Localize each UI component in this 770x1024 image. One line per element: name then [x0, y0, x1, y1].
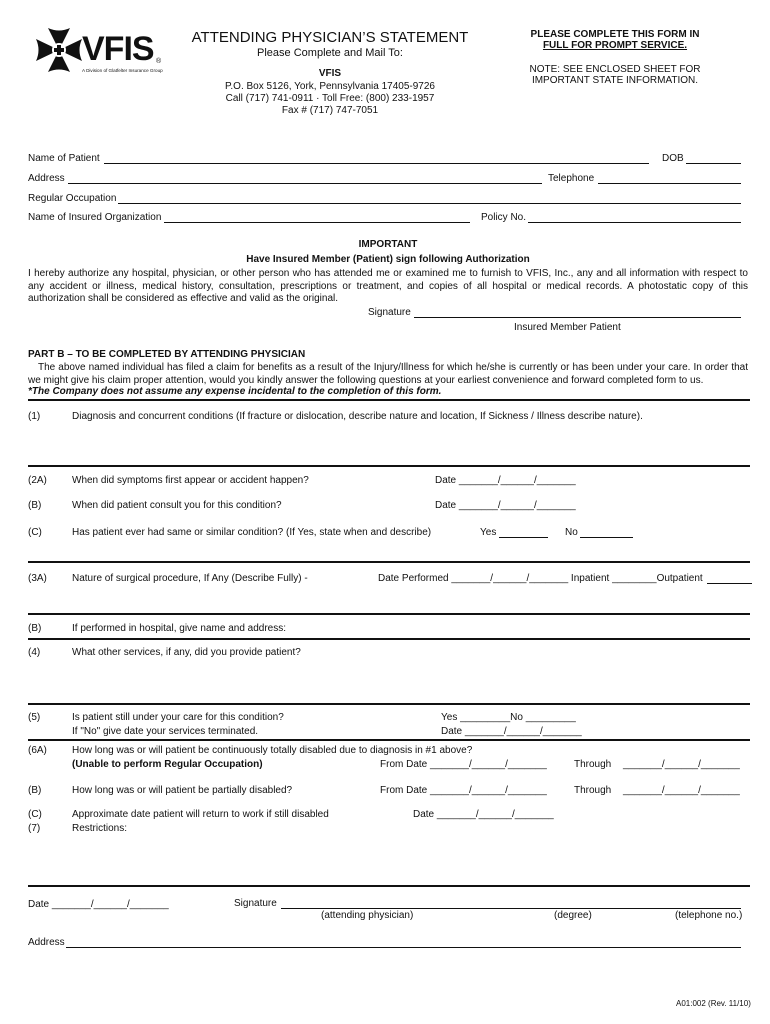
q3a-date-field[interactable]: Date Performed _______/______/_______ Inpatient ________Outpatient	[378, 573, 703, 584]
telephone-caption: (telephone no.)	[675, 910, 743, 921]
q2a-text: When did symptoms first appear or accident happen?	[72, 475, 309, 486]
q3b-number: (B)	[28, 623, 42, 634]
telephone-label: Telephone	[548, 173, 595, 184]
physician-caption: (attending physician)	[321, 910, 414, 921]
vfis-logo	[34, 24, 164, 80]
footer-address-label: Address	[28, 937, 65, 948]
q6a-text-line-2: (Unable to perform Regular Occupation)	[72, 759, 263, 770]
address-field[interactable]	[68, 183, 542, 184]
section-divider	[28, 399, 750, 401]
note-line-2: IMPORTANT STATE INFORMATION.	[531, 75, 699, 86]
q6a-text-line-1: How long was or will patient be continuously totally disabled due to diagnosis in #1 above?	[72, 745, 473, 756]
q2a-date-field[interactable]: Date _______/______/_______	[435, 475, 576, 486]
q5-yes-no-field[interactable]: Yes _________No _________	[441, 712, 576, 723]
q6c-date-field[interactable]: Date _______/______/_______	[413, 809, 554, 820]
q6b-through-date-field[interactable]: _______/______/_______	[623, 785, 740, 796]
mail-fax: Fax # (717) 747-7051	[281, 105, 379, 116]
section-divider	[28, 703, 750, 705]
q5-text-line-2: If "No" give date your services terminated.	[72, 726, 259, 737]
organization-label: Name of Insured Organization	[28, 212, 162, 223]
address-label: Address	[28, 173, 65, 184]
q6a-number: (6A)	[28, 745, 47, 756]
footer-address-field[interactable]	[66, 947, 741, 948]
q3a-number: (3A)	[28, 573, 47, 584]
authorization-signer-caption: Insured Member Patient	[514, 322, 621, 333]
form-title: ATTENDING PHYSICIAN’S STATEMENT	[191, 29, 469, 46]
section-divider	[28, 613, 750, 615]
q2c-no-field[interactable]	[580, 537, 633, 538]
q6b-text: How long was or will patient be partially disabled?	[72, 785, 293, 796]
section-divider	[28, 739, 750, 741]
q2c-no-label: No	[565, 527, 578, 538]
notice-line-1: PLEASE COMPLETE THIS FORM IN	[530, 29, 700, 40]
footer-signature-label: Signature	[234, 898, 277, 909]
q7-number: (7)	[28, 823, 41, 834]
q6a-through-label: Through	[574, 759, 612, 770]
q2b-number: (B)	[28, 500, 42, 511]
section-divider	[28, 561, 750, 563]
q2a-number: (2A)	[28, 475, 47, 486]
important-heading: IMPORTANT	[358, 239, 418, 250]
q1-number: (1)	[28, 411, 41, 422]
q5-date-field[interactable]: Date _______/______/_______	[441, 726, 582, 737]
q5-number: (5)	[28, 712, 41, 723]
q6b-number: (B)	[28, 785, 42, 796]
mail-company: VFIS	[318, 68, 342, 79]
occupation-label: Regular Occupation	[28, 193, 117, 204]
authorization-signature-field[interactable]	[414, 317, 741, 318]
logo-registered: ®	[156, 58, 162, 65]
authorization-signature-label: Signature	[368, 307, 411, 318]
mail-phones: Call (717) 741-0911 · Toll Free: (800) 233-1957	[225, 93, 435, 104]
patient-name-field[interactable]	[104, 163, 649, 164]
q4-text: What other services, if any, did you provide patient?	[72, 647, 301, 658]
section-divider	[28, 885, 750, 887]
dob-label: DOB	[662, 153, 684, 164]
policy-label: Policy No.	[481, 212, 527, 223]
part-b-disclaimer: *The Company does not assume any expense incidental to the completion of this form.	[28, 386, 442, 397]
footer-date-field[interactable]: Date _______/______/_______	[28, 899, 169, 910]
footer-signature-field[interactable]	[281, 908, 741, 909]
q6b-from-date-field[interactable]: From Date _______/______/_______	[380, 785, 547, 796]
logo-text: VFIS	[82, 30, 154, 68]
mail-address: P.O. Box 5126, York, Pennsylvania 17405-9726	[225, 81, 435, 92]
q2b-text: When did patient consult you for this condition?	[72, 500, 282, 511]
patient-name-label: Name of Patient	[28, 153, 100, 164]
q6a-from-date-field[interactable]: From Date _______/______/_______	[380, 759, 547, 770]
occupation-field[interactable]	[118, 203, 741, 204]
q6c-number: (C)	[28, 809, 42, 820]
section-divider	[28, 638, 750, 640]
form-code: A01:002 (Rev. 11/10)	[676, 999, 751, 1008]
note-line-1: NOTE: SEE ENCLOSED SHEET FOR	[529, 64, 701, 75]
q2c-number: (C)	[28, 527, 42, 538]
q3a-outpatient-field[interactable]	[707, 583, 752, 584]
dob-field[interactable]	[686, 163, 741, 164]
q6a-through-date-field[interactable]: _______/______/_______	[623, 759, 740, 770]
q6c-text: Approximate date patient will return to work if still disabled	[72, 809, 329, 820]
form-subtitle: Please Complete and Mail To:	[257, 47, 403, 59]
q7-text: Restrictions:	[72, 823, 128, 834]
q5-text-line-1: Is patient still under your care for this condition?	[72, 712, 284, 723]
section-divider	[28, 465, 750, 467]
organization-field[interactable]	[164, 222, 470, 223]
q2c-yes-field[interactable]	[499, 537, 548, 538]
authorization-text: I hereby authorize any hospital, physician, or other person who has attended me or examined me to furnish to VFIS, Inc., any and all information with respect to any accident or illness, medical history, consultation, prescriptions or treatment, and copies of all hospital or medical records. A photostatic copy of this authorization shall be considered as effective and valid as the original.	[28, 268, 748, 304]
q3b-text: If performed in hospital, give name and address:	[72, 623, 287, 634]
telephone-field[interactable]	[598, 183, 741, 184]
q2b-date-field[interactable]: Date _______/______/_______	[435, 500, 576, 511]
part-b-intro: The above named individual has filed a claim for benefits as a result of the Injury/Illness for which he/she is currently or has been under your care. In order that we might give his claim proper attention, would you kindly answer the following questions at your earliest convenience and forward completed form to us.	[28, 362, 748, 386]
q4-number: (4)	[28, 647, 41, 658]
q2c-text: Has patient ever had same or similar condition? (If Yes, state when and describe)	[72, 527, 432, 538]
q6b-through-label: Through	[574, 785, 612, 796]
part-b-heading: PART B – TO BE COMPLETED BY ATTENDING PHYSICIAN	[28, 349, 306, 360]
q1-text: Diagnosis and concurrent conditions (If fracture or dislocation, describe nature and location, If Sickness / Illness describe nature).	[72, 411, 643, 422]
degree-caption: (degree)	[554, 910, 592, 921]
q2c-yes-label: Yes	[480, 527, 497, 538]
notice-line-2: FULL FOR PROMPT SERVICE.	[542, 40, 688, 51]
q3a-text: Nature of surgical procedure, If Any (Describe Fully) -	[72, 573, 308, 584]
maltese-cross-icon	[34, 26, 84, 74]
policy-field[interactable]	[528, 222, 741, 223]
authorization-heading: Have Insured Member (Patient) sign following Authorization	[246, 254, 530, 265]
logo-subtitle: A Division of Glatfelter Insurance Group	[82, 68, 163, 73]
